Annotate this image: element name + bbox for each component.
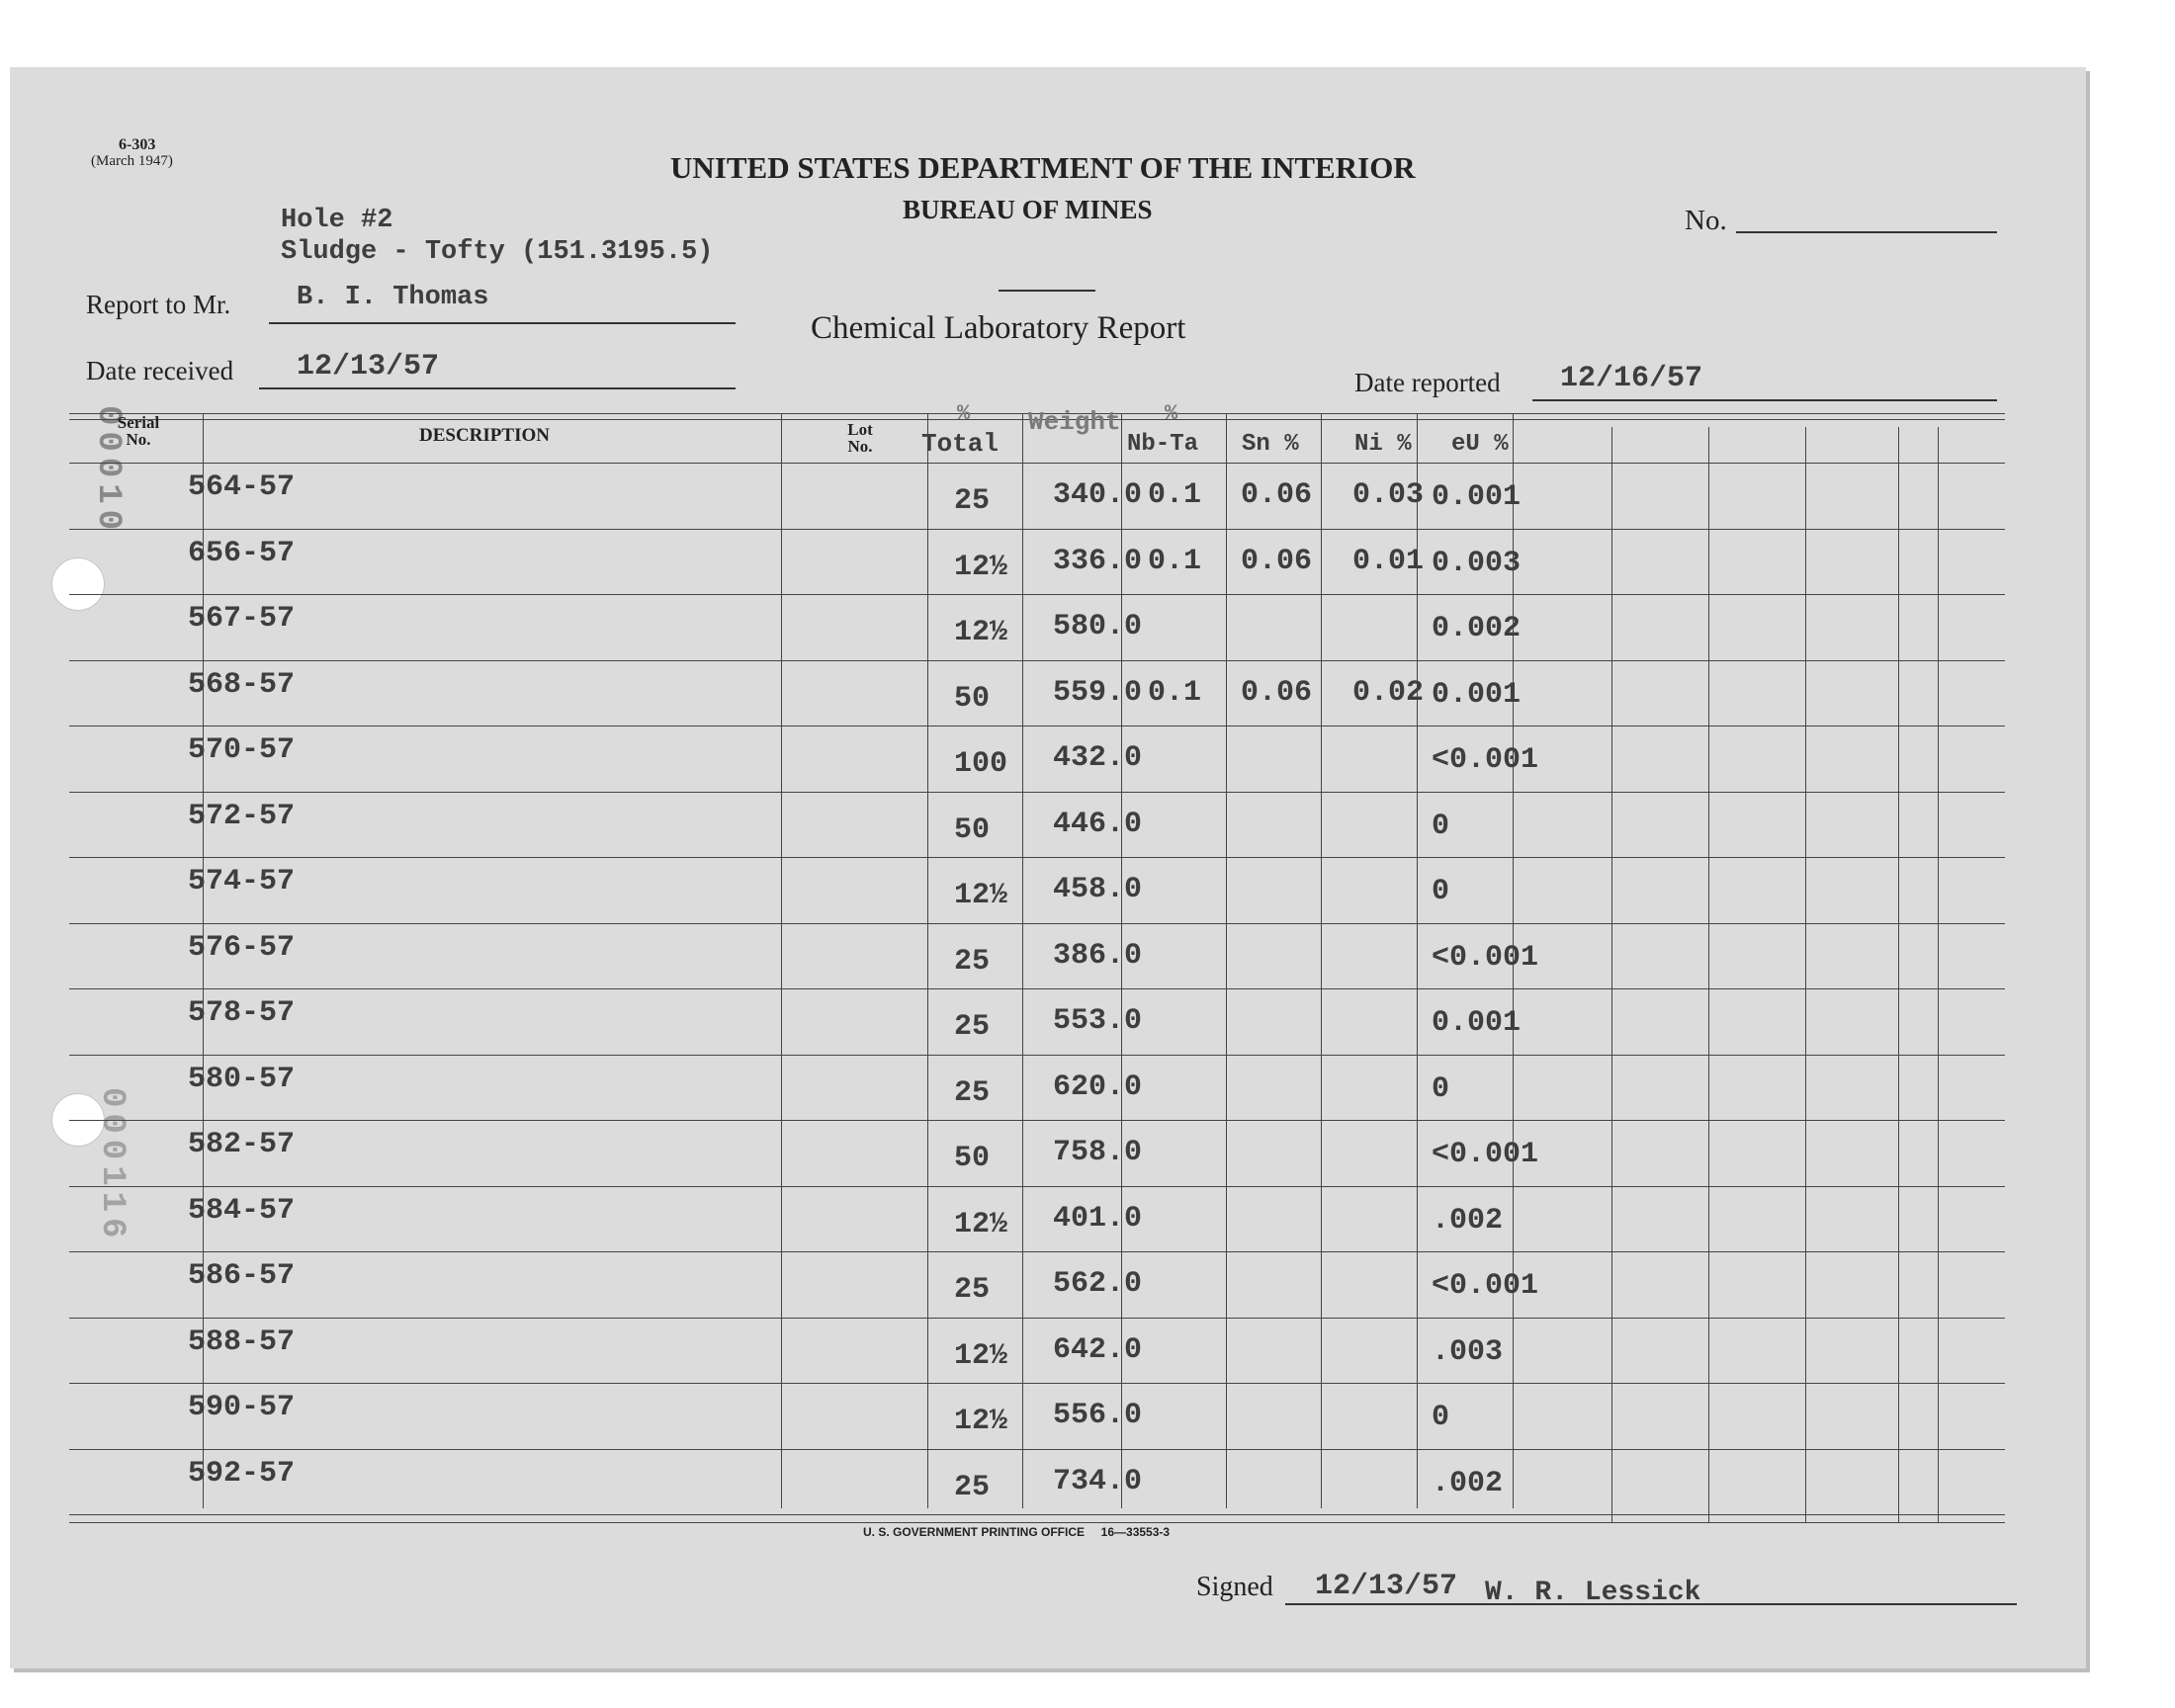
nbta-cell: 0.1 [1148, 478, 1202, 512]
table-row [69, 1186, 2005, 1252]
signature-line [1285, 1603, 2017, 1605]
eu-cell: <0.001 [1432, 1138, 1539, 1171]
total-cell: 25 [954, 944, 991, 979]
serial-cell: 564-57 [188, 470, 296, 504]
header-eu: eU % [1451, 431, 1509, 458]
date-received-value: 12/13/57 [297, 350, 440, 384]
total-cell: 12½ [954, 1405, 1008, 1438]
total-cell: 50 [954, 1142, 991, 1175]
table-row [69, 1120, 2005, 1186]
serial-cell: 580-57 [188, 1062, 296, 1096]
date-received-line [259, 387, 736, 389]
total-cell: 25 [954, 1470, 991, 1504]
eu-cell: .003 [1432, 1334, 1504, 1369]
eu-cell: 0.003 [1432, 546, 1522, 580]
weight-cell: 432.0 [1053, 741, 1143, 775]
eu-cell: 0 [1432, 809, 1450, 843]
table-row [69, 1318, 2005, 1384]
printer-line: U. S. GOVERNMENT PRINTING OFFICE 16—33553-3 [863, 1525, 1171, 1539]
eu-cell: .002 [1432, 1466, 1504, 1500]
report-to-line [269, 322, 736, 324]
no-field [1736, 231, 1997, 233]
serial-cell: 586-57 [188, 1259, 296, 1293]
table-row [69, 1449, 2005, 1515]
date-reported-line [1532, 399, 1997, 401]
header-nbta-pct: % [1165, 401, 1178, 426]
weight-cell: 734.0 [1053, 1464, 1143, 1498]
table-row [69, 726, 2005, 792]
date-received-label: Date received [86, 356, 234, 385]
signature: W. R. Lessick [1485, 1578, 1701, 1608]
eu-cell: <0.001 [1432, 743, 1539, 777]
signed-date: 12/13/57 [1315, 1570, 1458, 1603]
serial-cell: 588-57 [188, 1324, 296, 1359]
serial-cell: 572-57 [188, 799, 296, 833]
signed-label: Signed [1196, 1572, 1273, 1602]
eu-cell: 0 [1432, 875, 1450, 908]
table-row [69, 594, 2005, 660]
total-cell: 12½ [954, 550, 1008, 584]
serial-cell: 570-57 [188, 733, 296, 767]
table-row [69, 660, 2005, 726]
weight-cell: 446.0 [1053, 807, 1143, 841]
eu-cell: .002 [1432, 1203, 1504, 1238]
weight-cell: 458.0 [1053, 873, 1143, 906]
weight-cell: 401.0 [1053, 1201, 1143, 1236]
weight-cell: 336.0 [1053, 544, 1143, 578]
form-number: 6-303 [119, 136, 156, 153]
total-cell: 25 [954, 1010, 991, 1044]
weight-cell: 556.0 [1053, 1399, 1143, 1432]
eu-cell: 0.002 [1432, 612, 1522, 645]
table-row [69, 463, 2005, 529]
eu-cell: <0.001 [1432, 1269, 1539, 1303]
table-row [69, 857, 2005, 923]
weight-cell: 758.0 [1053, 1136, 1143, 1169]
side-stamp-lower: 000116 [93, 1087, 130, 1244]
ni-cell: 0.01 [1352, 544, 1425, 578]
weight-cell: 580.0 [1053, 610, 1143, 643]
heading-rule [999, 290, 1095, 292]
form-date: (March 1947) [91, 153, 173, 169]
weight-cell: 553.0 [1053, 1004, 1143, 1038]
table-row [69, 792, 2005, 858]
sample-source: Sludge - Tofty (151.3195.5) [281, 237, 714, 267]
no-label: No. [1685, 205, 1727, 236]
header-nbta: Nb-Ta [1127, 431, 1199, 458]
header-ni: Ni % [1354, 431, 1412, 458]
total-cell: 12½ [954, 616, 1008, 649]
header-total-pct: % [957, 401, 971, 426]
header-total: Total [921, 429, 1000, 459]
total-cell: 100 [954, 747, 1008, 781]
total-cell: 12½ [954, 879, 1008, 912]
header-weight: Weight [1028, 407, 1121, 437]
sn-cell: 0.06 [1241, 544, 1313, 578]
table-row [69, 923, 2005, 989]
total-cell: 25 [954, 1273, 991, 1307]
report-to-value: B. I. Thomas [297, 283, 489, 312]
row-rule [69, 1514, 2005, 1515]
date-reported-value: 12/16/57 [1560, 362, 1703, 395]
weight-cell: 386.0 [1053, 938, 1143, 973]
eu-cell: 0 [1432, 1071, 1450, 1106]
total-cell: 50 [954, 812, 991, 847]
results-table [69, 401, 2005, 1508]
serial-cell: 576-57 [188, 930, 296, 965]
weight-cell: 340.0 [1053, 478, 1143, 512]
header-serial: Serial No. [117, 413, 160, 449]
nbta-cell: 0.1 [1148, 675, 1202, 710]
total-cell: 50 [954, 681, 991, 716]
weight-cell: 620.0 [1053, 1069, 1143, 1104]
serial-cell: 590-57 [188, 1391, 296, 1424]
eu-cell: 0.001 [1432, 677, 1522, 712]
table-row [69, 988, 2005, 1055]
serial-cell: 567-57 [188, 602, 296, 636]
nbta-cell: 0.1 [1148, 544, 1202, 578]
serial-cell: 584-57 [188, 1193, 296, 1228]
report-title: Chemical Laboratory Report [811, 310, 1186, 346]
page-margin [2091, 0, 2175, 1708]
sn-cell: 0.06 [1241, 478, 1313, 512]
side-stamp: 00010 [89, 405, 127, 537]
eu-cell: 0.001 [1432, 1006, 1522, 1040]
total-cell: 25 [954, 1075, 991, 1110]
report-to-label: Report to Mr. [86, 290, 231, 319]
table-row [69, 1055, 2005, 1121]
serial-cell: 568-57 [188, 667, 296, 702]
table-row [69, 529, 2005, 595]
serial-cell: 578-57 [188, 996, 296, 1030]
total-cell: 12½ [954, 1338, 1008, 1373]
bureau-heading: BUREAU OF MINES [903, 195, 1153, 224]
header-lot: Lot No. [847, 420, 873, 456]
serial-cell: 656-57 [188, 536, 296, 570]
eu-cell: 0.001 [1432, 480, 1522, 514]
eu-cell: 0 [1432, 1401, 1450, 1434]
total-cell: 12½ [954, 1207, 1008, 1241]
weight-cell: 642.0 [1053, 1332, 1143, 1367]
serial-cell: 592-57 [188, 1456, 296, 1491]
weight-cell: 559.0 [1053, 675, 1143, 710]
date-reported-label: Date reported [1354, 368, 1501, 397]
weight-cell: 562.0 [1053, 1267, 1143, 1301]
department-heading: UNITED STATES DEPARTMENT OF THE INTERIOR [670, 150, 1416, 185]
hole-label: Hole #2 [281, 206, 393, 235]
ni-cell: 0.03 [1352, 478, 1425, 512]
ni-cell: 0.02 [1352, 675, 1425, 710]
header-sn: Sn % [1242, 431, 1299, 458]
serial-cell: 582-57 [188, 1128, 296, 1161]
table-row [69, 1383, 2005, 1449]
header-description: DESCRIPTION [419, 425, 550, 446]
eu-cell: <0.001 [1432, 940, 1539, 975]
total-cell: 25 [954, 484, 991, 518]
serial-cell: 574-57 [188, 865, 296, 898]
sn-cell: 0.06 [1241, 675, 1313, 710]
table-bottom-rule [69, 1522, 2005, 1523]
table-row [69, 1251, 2005, 1318]
